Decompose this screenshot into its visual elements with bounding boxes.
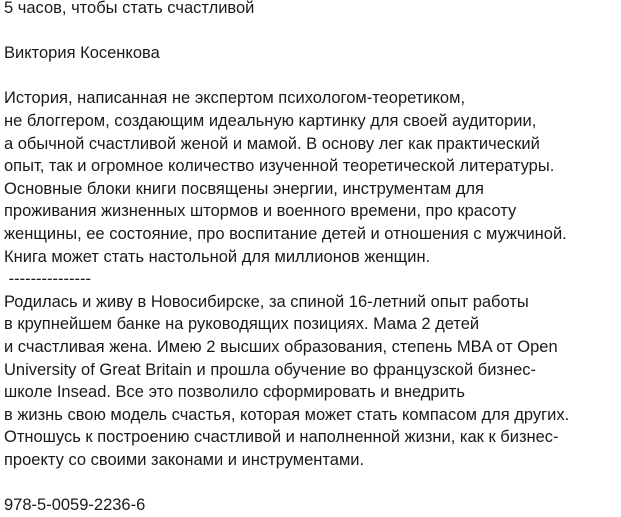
document-page [4, 0, 621, 517]
description-line: Книга может стать настольной для миллионов женщин. [4, 247, 431, 266]
book-author: Виктория Косенкова [4, 44, 160, 63]
bio-line: в жизнь свою модель счастья, которая может стать компасом для других. [4, 405, 570, 424]
bio-line: в крупнейшем банке на руководящих позициях. Мама 2 детей [4, 315, 480, 334]
description-line: опыт, так и огромное количество изученной теоретической литературы. [4, 157, 555, 176]
description-block [4, 87, 621, 268]
spacer [4, 65, 621, 88]
bio-line: University of Great Britain и прошла обучение во французской бизнес- [4, 360, 537, 379]
bio-line: школе Insead. Все это позволило сформировать и внедрить [4, 383, 465, 402]
description-line: женщины, ее состояние, про воспитание детей и отношения с мужчиной. [4, 224, 567, 243]
description-line: а обычной счастливой женой и мамой. В основу лег как практический [4, 134, 540, 153]
description-line: не блоггером, создающим идеальную картинку для своей аудитории, [4, 111, 537, 130]
bio-line: Отношусь к построению счастливой и наполненной жизни, как к бизнес- [4, 428, 559, 447]
spacer [4, 471, 621, 494]
isbn-number: 978-5-0059-2236-6 [4, 496, 146, 515]
bio-line: и счастливая жена. Имею 2 высших образования, степень MBA от Open [4, 337, 558, 356]
spacer [4, 20, 621, 43]
description-line: Основные блоки книги посвящены энергии, инструментам для [4, 179, 484, 198]
separator-line: --------------- [4, 270, 92, 289]
author-bio-block [4, 291, 621, 472]
bio-line: проекту со своими законами и инструментами. [4, 450, 365, 469]
book-title: 5 часов, чтобы стать счастливой [4, 0, 255, 17]
description-line: История, написанная не экспертом психологом-теоретиком, [4, 89, 466, 108]
bio-line: Родилась и живу в Новосибирске, за спиной 16-летний опыт работы [4, 292, 529, 311]
description-line: проживания жизненных штормов и военного времени, про красоту [4, 202, 517, 221]
